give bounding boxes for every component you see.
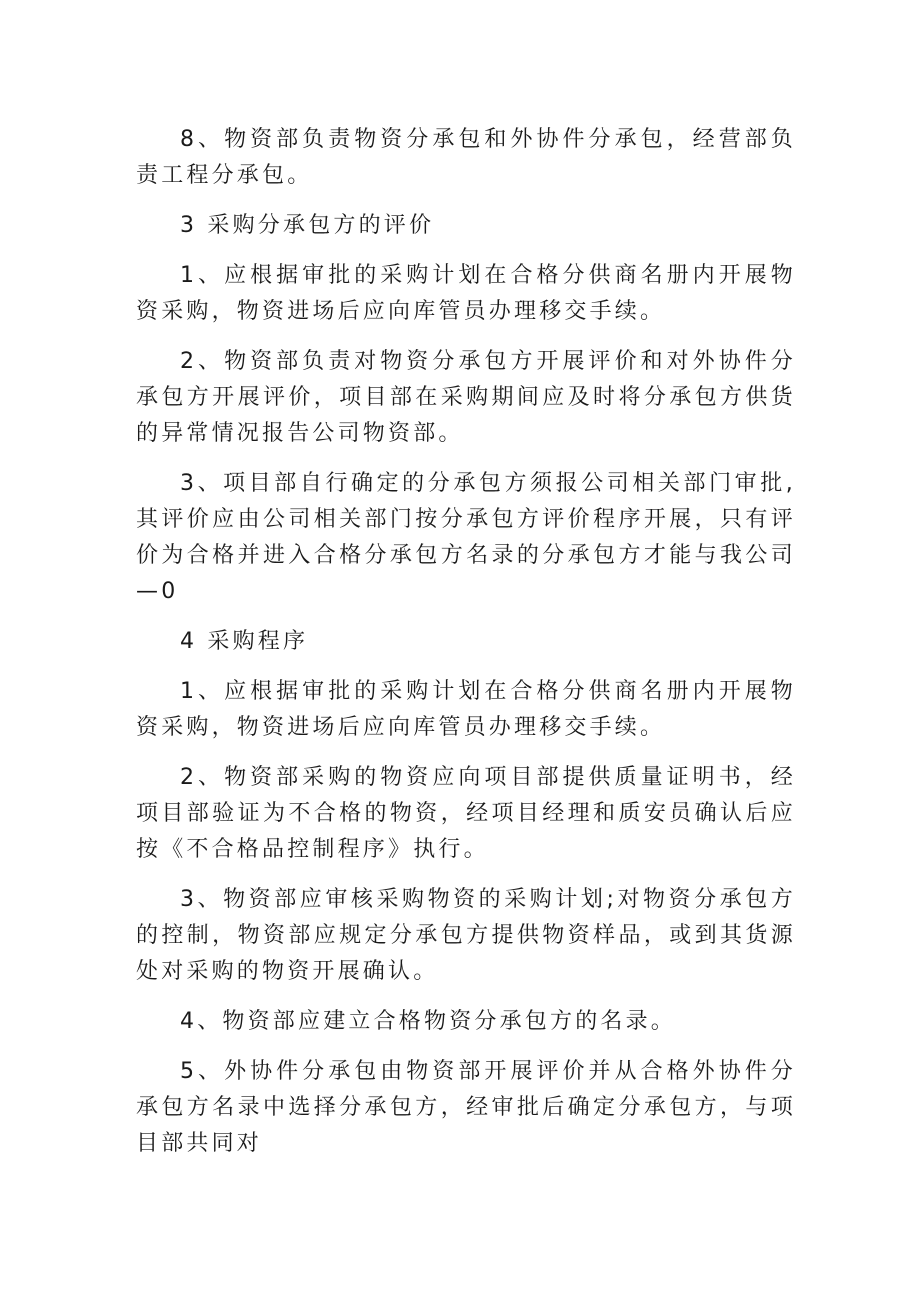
paragraph-item-4-2: 2、物资部采购的物资应向项目部提供质量证明书，经项目部验证为不合格的物资，经项目经理和质安员确认后应按《不合格品控制程序》执行。 (136, 765, 796, 862)
paragraph-item-4-5: 5、外协件分承包由物资部开展评价并从合格外协件分承包方名录中选择分承包方，经审批后确定分承包方，与项目部共同对 (136, 1059, 796, 1156)
paragraph-item-3-2: 2、物资部负责对物资分承包方开展评价和对外协件分承包方开展评价，项目部在采购期间应及时将分承包方供货的异常情况报告公司物资部。 (136, 349, 796, 446)
paragraph-item-3-3: 3、项目部自行确定的分承包方须报公司相关部门审批,其评价应由公司相关部门按分承包方评价程序开展，只有评价为合格并进入合格分承包方名录的分承包方才能与我公司—0 (136, 471, 796, 604)
paragraph-item-8: 8、物资部负责物资分承包和外协件分承包，经营部负责工程分承包。 (136, 127, 796, 188)
paragraph-item-3-1: 1、应根据审批的采购计划在合格分供商名册内开展物资采购，物资进场后应向库管员办理移交手续。 (136, 263, 796, 324)
paragraph-item-4-4: 4、物资部应建立合格物资分承包方的名录。 (180, 1009, 676, 1034)
document-body (136, 122, 796, 1176)
paragraph-item-4-3: 3、物资部应审核采购物资的采购计划;对物资分承包方的控制，物资部应规定分承包方提供物资样品，或到其货源处对采购的物资开展确认。 (136, 887, 796, 984)
paragraph-item-4-1: 1、应根据审批的采购计划在合格分供商名册内开展物资采购，物资进场后应向库管员办理移交手续。 (136, 679, 796, 740)
section-heading-3: 3 采购分承包方的评价 (180, 213, 435, 238)
section-heading-4: 4 采购程序 (180, 629, 309, 654)
